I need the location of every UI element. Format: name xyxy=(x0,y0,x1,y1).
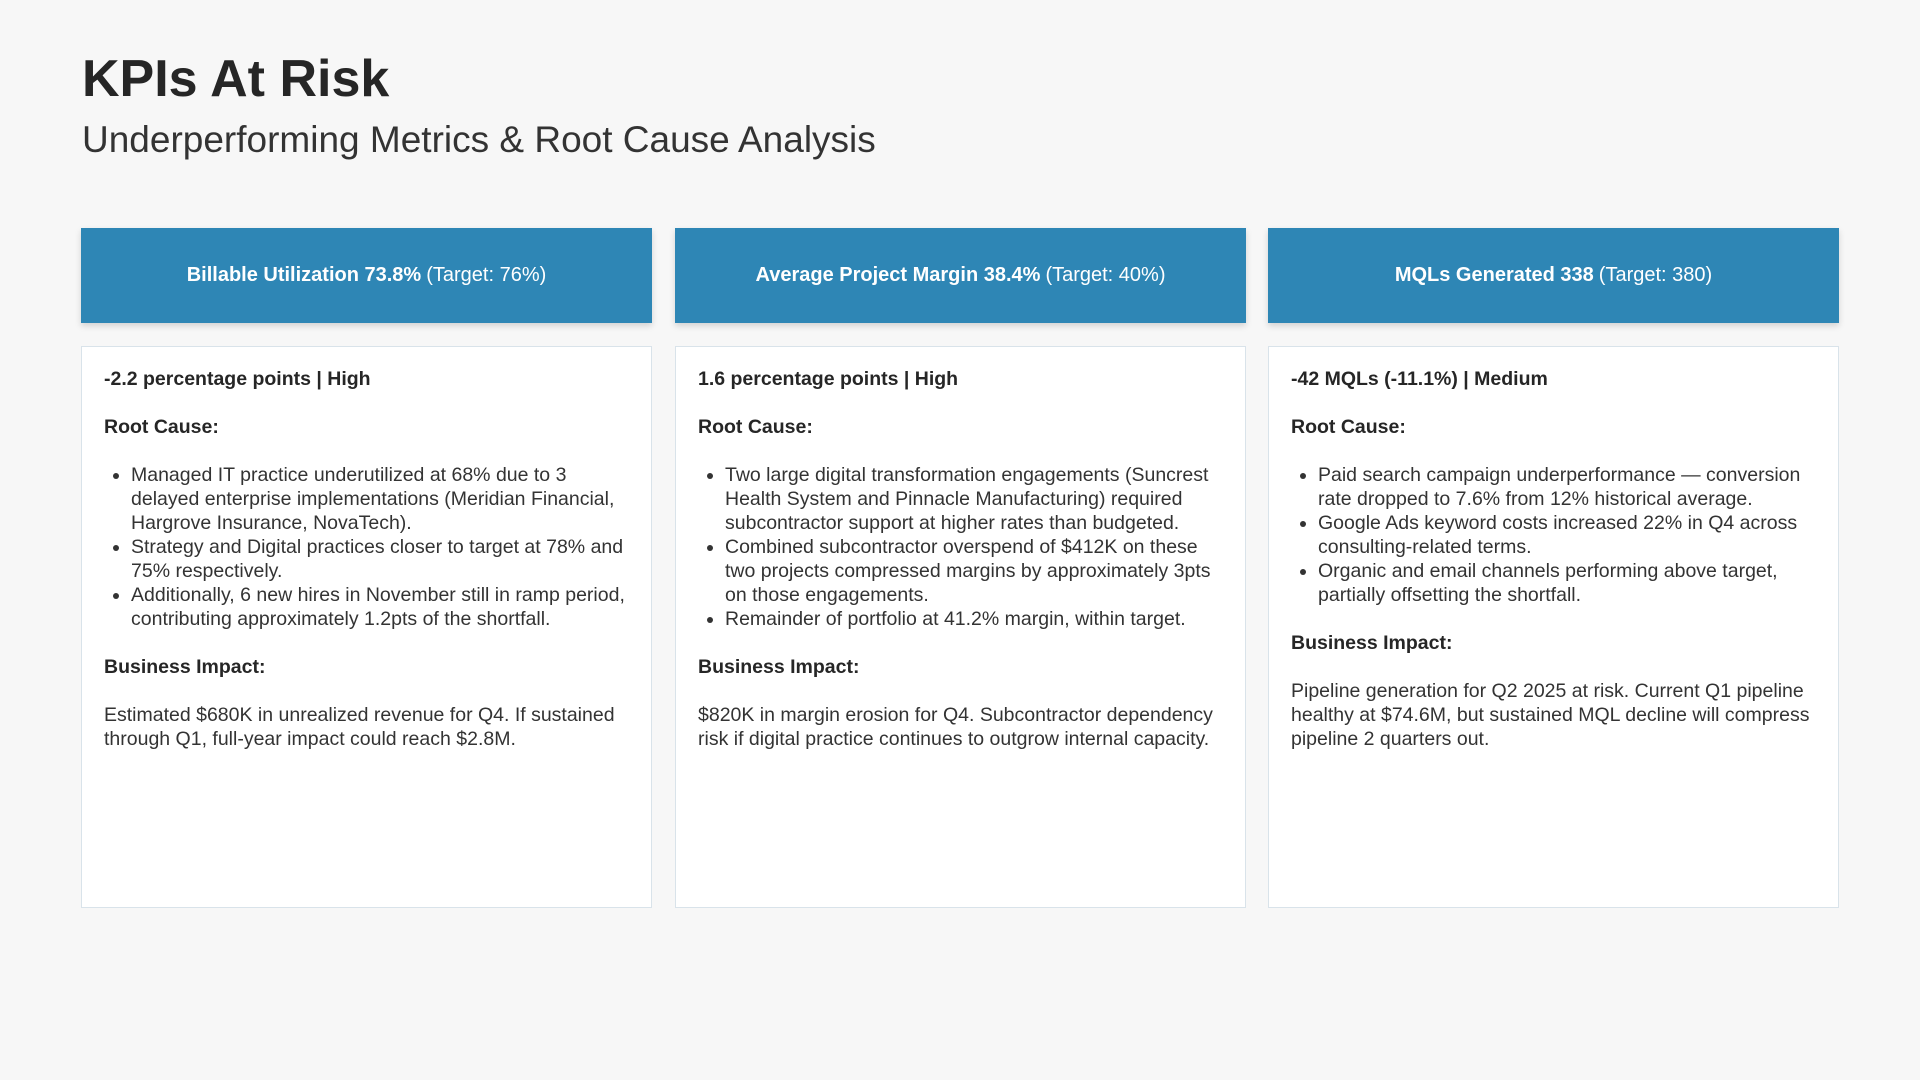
list-item: • Organic and email channels performing above target, partially offsetting the shortfall. xyxy=(1318,559,1816,607)
list-item: • Combined subcontractor overspend of $412K on these two projects compressed margins by approximately 3pts on those engagements. xyxy=(725,535,1223,607)
kpi-target: (Target: 380) xyxy=(1598,264,1713,286)
root-cause-list xyxy=(104,463,629,631)
kpi-card xyxy=(1268,346,1839,908)
business-impact-text: $820K in margin erosion for Q4. Subcontractor dependency risk if digital practice continues to outgrow internal capacity. xyxy=(698,704,1213,750)
kpi-target: (Target: 40%) xyxy=(1045,264,1166,286)
root-cause-list xyxy=(1291,463,1816,607)
kpi-header xyxy=(1268,228,1839,323)
root-cause-label: Root Cause: xyxy=(104,416,219,438)
page-title: KPIs At Risk xyxy=(82,50,390,108)
business-impact-label: Business Impact: xyxy=(104,656,266,678)
business-impact-text: Estimated $680K in unrealized revenue for Q4. If sustained through Q1, full-year impact could reach $2.8M. xyxy=(104,704,615,750)
business-impact-label: Business Impact: xyxy=(1291,632,1453,654)
list-item: • Additionally, 6 new hires in November still in ramp period, contributing approximately 1.2pts of the shortfall. xyxy=(131,583,629,631)
kpi-column-mqls-generated xyxy=(1268,228,1839,908)
kpi-header xyxy=(675,228,1246,323)
kpi-name: MQLs Generated 338 xyxy=(1394,264,1594,286)
root-cause-label: Root Cause: xyxy=(698,416,813,438)
kpi-variance: -42 MQLs (-11.1%) | Medium xyxy=(1291,368,1548,390)
kpi-name: Billable Utilization 73.8% xyxy=(186,264,422,286)
list-item: • Managed IT practice underutilized at 68% due to 3 delayed enterprise implementations (Meridian Financial, Hargrove Insurance, NovaTech). xyxy=(131,463,629,535)
kpi-card xyxy=(675,346,1246,908)
kpi-name: Average Project Margin 38.4% xyxy=(755,264,1041,286)
kpi-column-project-margin xyxy=(675,228,1246,908)
list-item: • Two large digital transformation engagements (Suncrest Health System and Pinnacle Manufacturing) required subcontractor support at higher rates than budgeted. xyxy=(725,463,1223,535)
kpi-header xyxy=(81,228,652,323)
root-cause-label: Root Cause: xyxy=(1291,416,1406,438)
list-item: • Strategy and Digital practices closer to target at 78% and 75% respectively. xyxy=(131,535,629,583)
kpi-column-billable-utilization xyxy=(81,228,652,908)
list-item: • Remainder of portfolio at 41.2% margin, within target. xyxy=(725,607,1223,631)
page-subtitle: Underperforming Metrics & Root Cause Analysis xyxy=(82,119,876,160)
list-item: • Paid search campaign underperformance — conversion rate dropped to 7.6% from 12% historical average. xyxy=(1318,463,1816,511)
kpi-target: (Target: 76%) xyxy=(426,264,547,286)
kpi-card xyxy=(81,346,652,908)
list-item: • Google Ads keyword costs increased 22% in Q4 across consulting-related terms. xyxy=(1318,511,1816,559)
root-cause-list xyxy=(698,463,1223,631)
business-impact-label: Business Impact: xyxy=(698,656,860,678)
kpi-variance: 1.6 percentage points | High xyxy=(698,368,959,390)
business-impact-text: Pipeline generation for Q2 2025 at risk. Current Q1 pipeline healthy at $74.6M, but sustained MQL decline will compress pipeline 2 quarters out. xyxy=(1291,680,1810,750)
kpi-variance: -2.2 percentage points | High xyxy=(104,368,371,390)
